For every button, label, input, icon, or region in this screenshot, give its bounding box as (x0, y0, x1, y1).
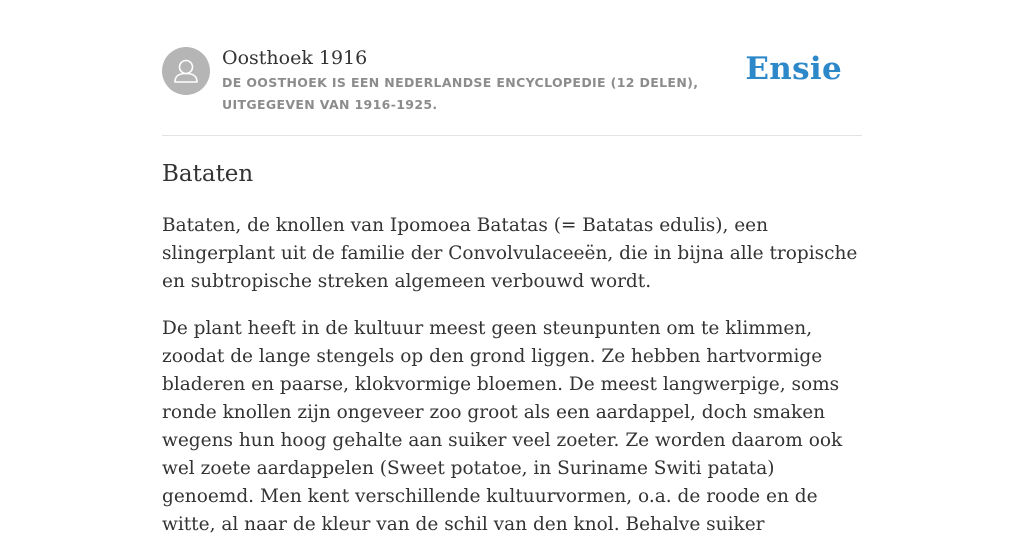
user-icon (162, 47, 210, 95)
article-title: Bataten (162, 161, 254, 187)
source-title[interactable]: Oosthoek 1916 (222, 47, 368, 69)
header-divider (162, 135, 862, 136)
ensie-logo[interactable]: Ensie (745, 51, 842, 87)
source-avatar[interactable] (162, 47, 210, 95)
source-header (162, 46, 862, 116)
article-paragraph: Bataten, de knollen van Ipomoea Batatas (= Batatas edulis), een slingerplant uit de familie der Convolvulaceeën, die in bijna alle tropische en subtropische streken algemeen verbouwd wordt. (162, 215, 858, 292)
article-paragraph: De plant heeft in de kultuur meest geen steunpunten om te klimmen, zoodat de lange stengels op den grond liggen. Ze hebben hartvormige bladeren en paarse, klokvormige bloemen. De meest langwerpige, soms ronde knollen zijn ongeveer zoo groot als een aardappel, doch smaken wegens hun hoog gehalte aan suiker veel zoeter. Ze worden daarom ook wel zoete aardappelen (Sweet potatoe, in Suriname Switi patata) genoemd. Men kent verschillende kultuurvormen, o.a. de roode en de witte, al naar de kleur van de schil van den knol. Behalve suiker (162, 318, 843, 535)
source-description: DE OOSTHOEK IS EEN NEDERLANDSE ENCYCLOPEDIE (12 DELEN), UITGEGEVEN VAN 1916-1925. (222, 75, 699, 112)
article-body (162, 212, 862, 558)
